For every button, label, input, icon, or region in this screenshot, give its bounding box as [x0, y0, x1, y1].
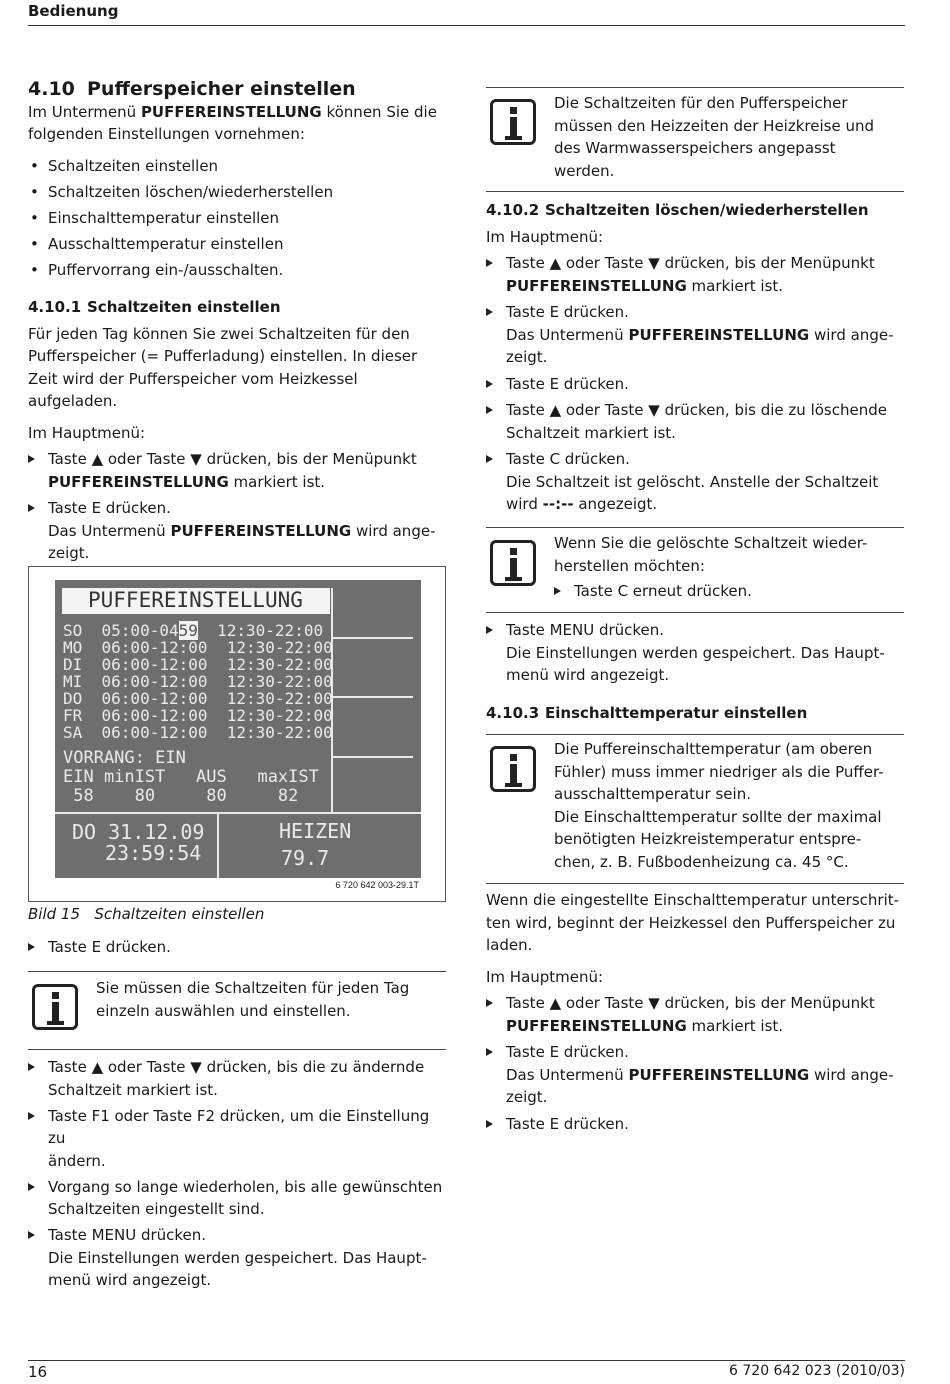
- para-line: Zeit wird der Pufferspeicher vom Heizkessel aufgeladen.: [28, 369, 358, 410]
- right-column-lower: [486, 889, 906, 1135]
- lcd-temp-values: 58 80 80 82: [63, 786, 299, 806]
- running-header: Bedienung: [28, 2, 119, 20]
- lcd-softkey-line: [333, 637, 413, 639]
- step-arrow-icon: [486, 259, 493, 267]
- lcd-schedule: SO 05:00-0459 12:30-22:00 MO 06:00-12:00 12:30-22:00 DI 06:00-12:00 12:30-22:00 MI 06:00-12:00 12:30-22:00 DO 06:00-12:00 12:30-22:00 FR 06:00-12:00 12:30-22:00 SA 06:00-12:00 12:30-22:00: [63, 621, 333, 742]
- step-arrow-icon: [486, 1120, 493, 1128]
- lcd-hline: [55, 812, 421, 814]
- intro-line1: Im Untermenü PUFFEREINSTELLUNG können Sie die: [28, 102, 437, 121]
- lcd-vline: [217, 812, 219, 878]
- lcd-date: DO 31.12.09: [72, 820, 205, 844]
- subsection-title: 4.10.1 Schaltzeiten einstellen: [28, 298, 281, 316]
- para-line: ten wird, beginnt der Heizkessel den Pufferspeicher zu: [486, 913, 896, 932]
- step-arrow-icon: [28, 1112, 35, 1120]
- right-column: [486, 199, 906, 516]
- step: Taste E drücken.: [486, 373, 906, 396]
- info-text: Die Schaltzeiten für den Pufferspeicher müssen den Heizzeiten der Heizkreise und des Warmwasserspeichers angepasst werden.: [554, 94, 874, 180]
- lcd-day: SA: [63, 723, 83, 742]
- lcd-temp-head: EIN minIST AUS maxIST: [63, 767, 319, 787]
- step: Taste E drücken. Das Untermenü PUFFEREINSTELLUNG wird ange- zeigt.: [486, 1041, 906, 1109]
- step-arrow-icon: [486, 626, 493, 634]
- para-line: Für jeden Tag können Sie zwei Schaltzeiten für den: [28, 324, 410, 343]
- section-title: 4.10 Pufferspeicher einstellen: [28, 78, 356, 100]
- lcd-title: PUFFEREINSTELLUNG: [88, 588, 303, 612]
- step-arrow-icon: [486, 999, 493, 1007]
- doc-number: 6 720 642 023 (2010/03): [729, 1363, 905, 1379]
- lcd-vorrang: VORRANG: EIN: [63, 748, 186, 768]
- main-menu-label: Im Hauptmenü:: [486, 967, 604, 986]
- left-column-steps: [28, 1056, 448, 1292]
- lcd-day: MI: [63, 672, 83, 691]
- main-menu-label: Im Hauptmenü:: [486, 227, 604, 246]
- right-column-mid: [486, 619, 906, 724]
- lcd-softkey-line: [333, 756, 413, 758]
- list-item: • Einschalttemperatur einstellen: [28, 207, 448, 230]
- main-menu-label: Im Hauptmenü:: [28, 423, 146, 442]
- step-arrow-icon: [28, 1183, 35, 1191]
- lcd-day: MO: [63, 638, 83, 657]
- list-item: • Ausschalttemperatur einstellen: [28, 233, 448, 256]
- info-icon: [490, 746, 536, 792]
- lcd-time: 23:59:54: [105, 841, 202, 865]
- step: Taste E drücken.: [486, 1113, 906, 1136]
- list-item: • Schaltzeiten löschen/wiederherstellen: [28, 181, 448, 204]
- para-line: Pufferspeicher (= Pufferladung) einstellen. In dieser: [28, 347, 418, 365]
- step-arrow-icon: [486, 308, 493, 316]
- step: Vorgang so lange wiederholen, bis alle gewünschten Schaltzeiten eingestellt sind.: [28, 1176, 448, 1221]
- page-number: 16: [28, 1363, 48, 1381]
- lcd-mode-value: 79.7: [281, 846, 330, 870]
- step: Taste E drücken. Das Untermenü PUFFEREINSTELLUNG wird ange- zeigt.: [486, 301, 906, 369]
- subsection-title: 4.10.2 Schaltzeiten löschen/wiederherstellen: [486, 201, 869, 219]
- lcd-day: FR: [63, 706, 83, 725]
- left-column: [28, 78, 448, 565]
- step: Taste MENU drücken. Die Einstellungen werden gespeichert. Das Haupt- menü wird angezeigt.: [486, 619, 906, 687]
- step: Taste E drücken.: [28, 936, 448, 959]
- info-box: [486, 87, 904, 192]
- info-icon: [32, 984, 78, 1030]
- lcd-mode: HEIZEN: [279, 819, 352, 843]
- para-line: laden.: [486, 936, 533, 954]
- list-item: • Schaltzeiten einstellen: [28, 155, 448, 178]
- info-text: Sie müssen die Schaltzeiten für jeden Tag einzeln auswählen und einstellen.: [96, 979, 410, 1020]
- info-text: Wenn Sie die gelöschte Schaltzeit wieder- herstellen möchten: Taste C erneut drücken.: [554, 534, 868, 600]
- info-box: [28, 971, 446, 1050]
- figure-caption: Bild 15 Schaltzeiten einstellen: [28, 905, 265, 923]
- step-arrow-icon: [486, 1048, 493, 1056]
- lcd-day: DO: [63, 689, 83, 708]
- step: Taste ▲ oder Taste ▼ drücken, bis die zu löschende Schaltzeit markiert ist.: [486, 399, 906, 444]
- step-arrow-icon: [28, 943, 35, 951]
- step-arrow-icon: [28, 504, 35, 512]
- step-arrow-icon: [486, 380, 493, 388]
- info-text: Die Puffereinschalttemperatur (am oberen Fühler) muss immer niedriger als die Puffer- ausschalttemperatur sein. Die Einschalttemperatur sollte der maximal benötigten Heizkreistemperatur entspre- chen, z. B. Fußbodenheizung ca. 45 °C.: [554, 740, 884, 871]
- step-arrow-icon: [28, 1231, 35, 1239]
- step: Taste ▲ oder Taste ▼ drücken, bis der Menüpunkt PUFFEREINSTELLUNG markiert ist.: [486, 252, 906, 297]
- footer-rule: [28, 1360, 905, 1361]
- info-icon: [490, 99, 536, 145]
- lcd-day: SO: [63, 621, 83, 640]
- step: Taste ▲ oder Taste ▼ drücken, bis die zu ändernde Schaltzeit markiert ist.: [28, 1056, 448, 1101]
- left-column-lower: [28, 936, 448, 959]
- step: Taste C drücken. Die Schaltzeit ist gelöscht. Anstelle der Schaltzeit wird --:-- angezeigt.: [486, 448, 906, 516]
- step-arrow-icon: [486, 455, 493, 463]
- step-arrow-icon: [28, 455, 35, 463]
- para-line: Wenn die eingestellte Einschalttemperatur unterschrit-: [486, 891, 900, 909]
- step: Taste MENU drücken. Die Einstellungen werden gespeichert. Das Haupt- menü wird angezeigt.: [28, 1224, 448, 1292]
- info-box: [486, 527, 904, 613]
- intro-line2: folgenden Einstellungen vornehmen:: [28, 125, 305, 143]
- step: Taste E drücken. Das Untermenü PUFFEREINSTELLUNG wird ange- zeigt.: [28, 497, 448, 565]
- lcd-cursor: 59: [178, 621, 198, 640]
- lcd-softkey-line: [333, 696, 413, 698]
- step: Taste ▲ oder Taste ▼ drücken, bis der Menüpunkt PUFFEREINSTELLUNG markiert ist.: [486, 992, 906, 1037]
- step-arrow-icon: [554, 587, 561, 595]
- header-rule: [28, 25, 905, 26]
- list-item: • Puffervorrang ein-/ausschalten.: [28, 259, 448, 282]
- subsection-title: 4.10.3 Einschalttemperatur einstellen: [486, 703, 808, 722]
- info-box: [486, 734, 904, 884]
- step: Taste F1 oder Taste F2 drücken, um die Einstellung zu ändern.: [28, 1105, 448, 1173]
- figure-id: 6 720 642 003-29.1T: [335, 880, 419, 890]
- lcd-display: [55, 580, 421, 878]
- figure-frame: [28, 566, 446, 902]
- step: Taste ▲ oder Taste ▼ drücken, bis der Menüpunkt PUFFEREINSTELLUNG markiert ist.: [28, 448, 448, 493]
- step-arrow-icon: [486, 406, 493, 414]
- lcd-day: DI: [63, 655, 83, 674]
- step-arrow-icon: [28, 1063, 35, 1071]
- info-icon: [490, 540, 536, 586]
